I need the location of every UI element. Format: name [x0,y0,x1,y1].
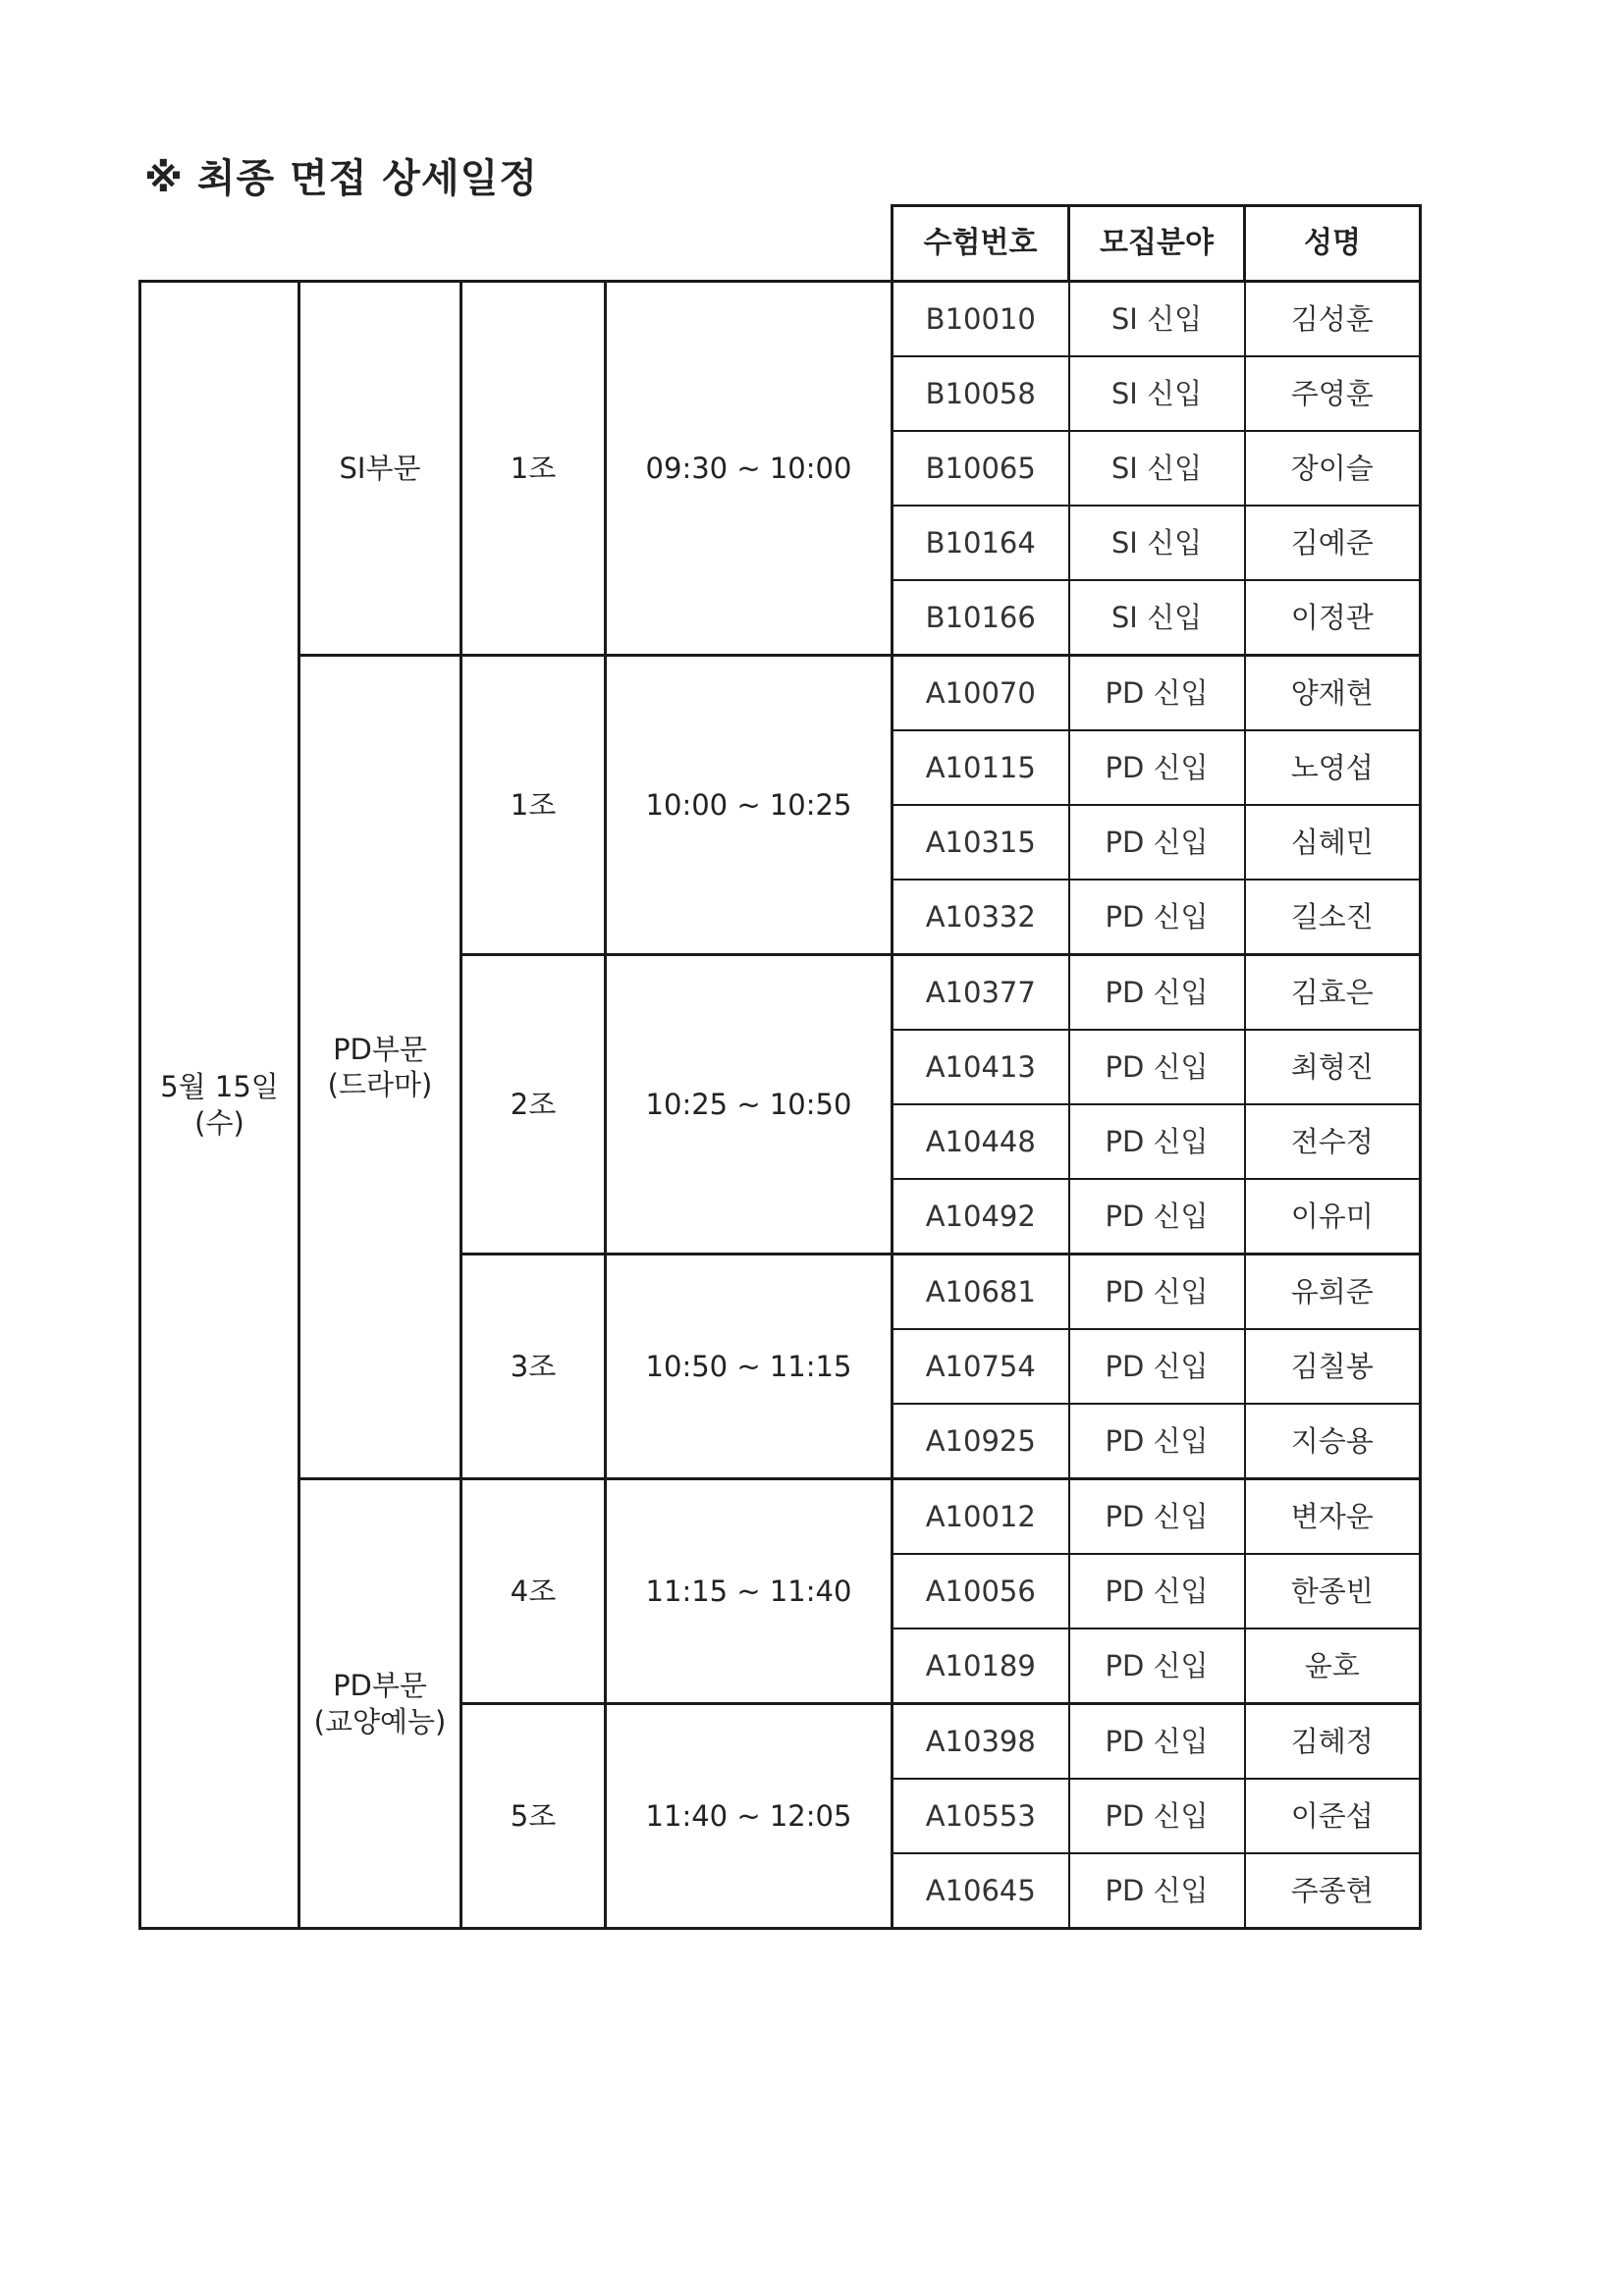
division-label: PD부문 [333,1669,427,1703]
group-time: 10:00 ~ 10:25 [606,656,893,955]
name-cell: 이유미 [1245,1179,1421,1255]
recruit-field-cell: PD 신입 [1069,1554,1245,1629]
name-cell: 주영훈 [1245,356,1421,431]
exam-number-cell: A10056 [893,1554,1069,1629]
recruit-field-cell: PD 신입 [1069,1404,1245,1479]
interview-schedule-table [138,204,1422,1930]
name-cell: 심혜민 [1245,805,1421,880]
name-cell: 장이슬 [1245,431,1421,506]
recruit-field-cell: SI 신입 [1069,356,1245,431]
table-row [140,656,1421,731]
exam-number-cell: A10925 [893,1404,1069,1479]
name-cell: 지승용 [1245,1404,1421,1479]
division-sublabel: (교양예능) [313,1704,447,1738]
exam-number-cell: B10065 [893,431,1069,506]
recruit-field-cell: PD 신입 [1069,880,1245,955]
exam-number-cell: A10070 [893,656,1069,731]
header-name: 성명 [1245,206,1421,282]
group-time: 09:30 ~ 10:00 [606,282,893,656]
recruit-field-cell: PD 신입 [1069,805,1245,880]
name-cell: 이정관 [1245,580,1421,656]
exam-number-cell: A10332 [893,880,1069,955]
recruit-field-cell: SI 신입 [1069,506,1245,580]
recruit-field-cell: PD 신입 [1069,1779,1245,1853]
exam-number-cell: A10681 [893,1255,1069,1330]
division-cell [299,656,461,1479]
name-cell: 노영섭 [1245,730,1421,805]
reference-mark-icon: ※ [144,156,184,201]
name-cell: 김성훈 [1245,282,1421,357]
group-time: 11:40 ~ 12:05 [606,1704,893,1929]
group-label: 4조 [461,1479,606,1704]
header-blank [140,206,893,282]
exam-number-cell: A10377 [893,955,1069,1031]
recruit-field-cell: PD 신입 [1069,1479,1245,1555]
name-cell: 이준섭 [1245,1779,1421,1853]
group-label: 3조 [461,1255,606,1479]
recruit-field-cell: PD 신입 [1069,1255,1245,1330]
group-label: 1조 [461,282,606,656]
division-sublabel: (드라마) [327,1068,433,1101]
exam-number-cell: A10315 [893,805,1069,880]
name-cell: 유희준 [1245,1255,1421,1330]
name-cell: 김칠봉 [1245,1329,1421,1404]
group-time: 10:50 ~ 11:15 [606,1255,893,1479]
header-recruit-field: 모집분야 [1069,206,1245,282]
name-cell: 김예준 [1245,506,1421,580]
exam-number-cell: B10166 [893,580,1069,656]
exam-number-cell: A10645 [893,1853,1069,1929]
name-cell: 변자운 [1245,1479,1421,1555]
header-exam-number: 수험번호 [893,206,1069,282]
name-cell: 전수정 [1245,1104,1421,1179]
date-cell [140,282,299,1929]
date-label: 5월 15일 [160,1070,279,1104]
division-cell [299,1479,461,1929]
name-cell: 양재현 [1245,656,1421,731]
page-title [144,147,538,203]
group-label: 1조 [461,656,606,955]
recruit-field-cell: PD 신입 [1069,656,1245,731]
page-title-text: 최종 면접 상세일정 [196,156,538,201]
exam-number-cell: B10058 [893,356,1069,431]
name-cell: 한종빈 [1245,1554,1421,1629]
exam-number-cell: A10492 [893,1179,1069,1255]
name-cell: 주종현 [1245,1853,1421,1929]
exam-number-cell: B10010 [893,282,1069,357]
exam-number-cell: A10189 [893,1629,1069,1704]
recruit-field-cell: PD 신입 [1069,955,1245,1031]
recruit-field-cell: PD 신입 [1069,1853,1245,1929]
group-time: 10:25 ~ 10:50 [606,955,893,1255]
division-label: SI부문 [339,451,421,485]
date-weekday: (수) [194,1105,244,1140]
group-label: 2조 [461,955,606,1255]
table-row [140,1479,1421,1555]
recruit-field-cell: PD 신입 [1069,730,1245,805]
exam-number-cell: B10164 [893,506,1069,580]
division-cell [299,282,461,656]
exam-number-cell: A10448 [893,1104,1069,1179]
recruit-field-cell: SI 신입 [1069,431,1245,506]
header-row [140,206,1421,282]
recruit-field-cell: PD 신입 [1069,1104,1245,1179]
name-cell: 김효은 [1245,955,1421,1031]
recruit-field-cell: PD 신입 [1069,1030,1245,1104]
division-label: PD부문 [333,1032,427,1066]
exam-number-cell: A10012 [893,1479,1069,1555]
recruit-field-cell: PD 신입 [1069,1179,1245,1255]
table-row [140,282,1421,357]
name-cell: 최형진 [1245,1030,1421,1104]
exam-number-cell: A10754 [893,1329,1069,1404]
exam-number-cell: A10398 [893,1704,1069,1780]
name-cell: 윤호 [1245,1629,1421,1704]
exam-number-cell: A10413 [893,1030,1069,1104]
group-label: 5조 [461,1704,606,1929]
exam-number-cell: A10553 [893,1779,1069,1853]
recruit-field-cell: PD 신입 [1069,1629,1245,1704]
name-cell: 길소진 [1245,880,1421,955]
group-time: 11:15 ~ 11:40 [606,1479,893,1704]
exam-number-cell: A10115 [893,730,1069,805]
recruit-field-cell: PD 신입 [1069,1704,1245,1780]
name-cell: 김혜정 [1245,1704,1421,1780]
recruit-field-cell: SI 신입 [1069,282,1245,357]
recruit-field-cell: SI 신입 [1069,580,1245,656]
recruit-field-cell: PD 신입 [1069,1329,1245,1404]
